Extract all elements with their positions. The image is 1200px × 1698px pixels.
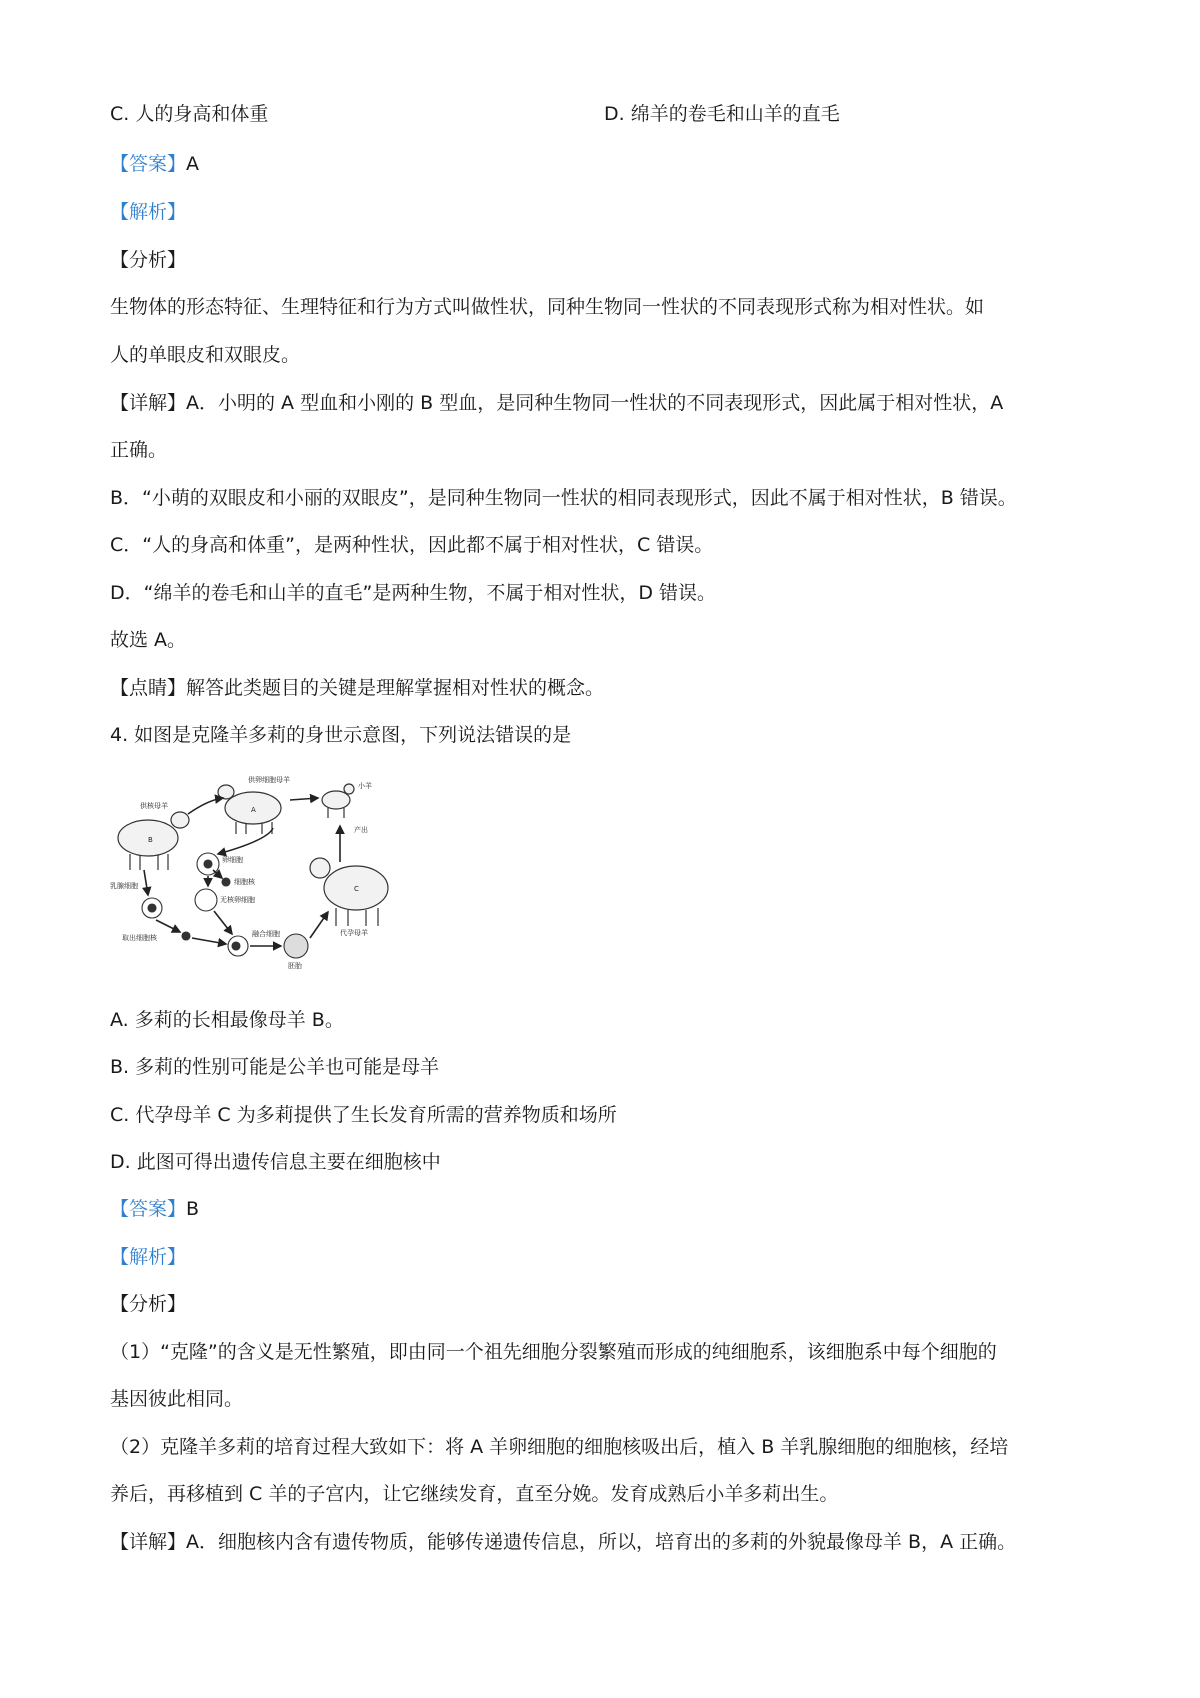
q3-analysis-label: 【解析】 <box>110 201 187 223</box>
answer-value: A <box>186 153 200 175</box>
sheep-c-icon <box>310 858 388 926</box>
sheep-b-icon <box>118 812 189 870</box>
q4-p1-line1: （1）“克隆”的含义是无性繁殖，即由同一个祖先细胞分裂繁殖而形成的纯细胞系，该细胞系中每个细胞的 <box>110 1341 997 1363</box>
embryo-icon <box>284 934 308 958</box>
q3-detail-d: D．“绵羊的卷毛和山羊的直毛”是两种生物，不属于相对性状，D 错误。 <box>110 582 716 604</box>
q3-option-d: D. 绵羊的卷毛和山羊的直毛 <box>604 103 840 125</box>
fused-nucleus-icon <box>232 942 240 950</box>
q3-detail-line1: 【详解】A．小明的 A 型血和小刚的 B 型血，是同种生物同一性状的不同表现形式，因此属于相对性状，A <box>110 392 1004 414</box>
label-nucleus-out: 细胞核 <box>234 878 255 886</box>
q3-answer <box>110 150 199 178</box>
label-b: B <box>148 836 153 844</box>
q3-fenxi-line1: 生物体的形态特征、生理特征和行为方式叫做性状，同种生物同一性状的不同表现形式称为相对性状。如 <box>110 296 985 318</box>
q4-fenxi-label: 【分析】 <box>110 1293 187 1315</box>
dolly-lamb-icon <box>322 784 354 818</box>
label-egg: 卵细胞 <box>222 856 243 864</box>
label-c-sheep: 代孕母羊 <box>340 929 368 937</box>
label-a-sheep: 供卵细胞母羊 <box>248 776 290 784</box>
label-no-nucleus: 无核卵细胞 <box>220 896 255 904</box>
q4-option-d: D. 此图可得出遗传信息主要在细胞核中 <box>110 1151 441 1173</box>
answer-label: 【答案】 <box>110 153 187 175</box>
label-c: C <box>354 885 359 893</box>
q3-conclusion: 故选 A。 <box>110 629 187 651</box>
q3-detail-c: C．“人的身高和体重”，是两种性状，因此都不属于相对性状，C 错误。 <box>110 534 714 556</box>
q4-p2-line2: 养后，再移植到 C 羊的子宫内，让它继续发育，直至分娩。发育成熟后小羊多莉出生。 <box>110 1483 839 1505</box>
label-embryo: 胚胎 <box>288 962 302 970</box>
q4-option-b: B. 多莉的性别可能是公羊也可能是母羊 <box>110 1056 440 1078</box>
q3-tip: 【点睛】解答此类题目的关键是理解掌握相对性状的概念。 <box>110 677 605 699</box>
mammary-nucleus-icon <box>148 904 156 912</box>
q4-p1-line2: 基因彼此相同。 <box>110 1388 244 1410</box>
sheep-a-icon <box>218 785 281 834</box>
egg-nucleus-icon <box>204 860 212 868</box>
q4-p2-line1: （2）克隆羊多莉的培育过程大致如下：将 A 羊卵细胞的细胞核吸出后，植入 B 羊乳腺细胞的细胞核，经培 <box>110 1436 1009 1458</box>
q3-fenxi-label: 【分析】 <box>110 249 187 271</box>
label-take-nucleus: 取出细胞核 <box>122 934 157 942</box>
q4-detail-a: 【详解】A．细胞核内含有遗传物质，能够传递遗传信息，所以，培育出的多莉的外貌最像母羊 B，A 正确。 <box>110 1531 1017 1553</box>
removed-nucleus-icon <box>222 878 230 886</box>
q3-detail-b: B．“小萌的双眼皮和小丽的双眼皮”，是同种生物同一性状的相同表现形式，因此不属于相对性状，B 错误。 <box>110 487 1017 509</box>
donor-nucleus-icon <box>182 932 190 940</box>
q3-option-c: C. 人的身高和体重 <box>110 103 269 125</box>
enucleated-egg-icon <box>195 889 217 911</box>
q4-stem: 4. 如图是克隆羊多莉的身世示意图，下列说法错误的是 <box>110 724 572 746</box>
label-dolly: 小羊 <box>358 782 372 790</box>
q4-option-c: C. 代孕母羊 C 为多莉提供了生长发育所需的营养物质和场所 <box>110 1104 617 1126</box>
label-b-sheep: 供核母羊 <box>140 802 168 810</box>
answer-label: 【答案】 <box>110 1198 187 1220</box>
q3-detail-line2: 正确。 <box>110 439 168 461</box>
label-birth: 产出 <box>354 826 368 834</box>
q4-answer <box>110 1195 199 1223</box>
label-fused: 融合细胞 <box>252 930 280 938</box>
label-a: A <box>251 806 256 814</box>
q3-fenxi-line2: 人的单眼皮和双眼皮。 <box>110 344 301 366</box>
clone-sheep-diagram <box>108 770 398 970</box>
q4-analysis-label: 【解析】 <box>110 1246 187 1268</box>
answer-value: B <box>186 1198 200 1220</box>
q4-option-a: A. 多莉的长相最像母羊 B。 <box>110 1009 344 1031</box>
label-mammary: 乳腺细胞 <box>110 882 138 890</box>
clone-sheep-diagram-svg <box>108 770 398 970</box>
